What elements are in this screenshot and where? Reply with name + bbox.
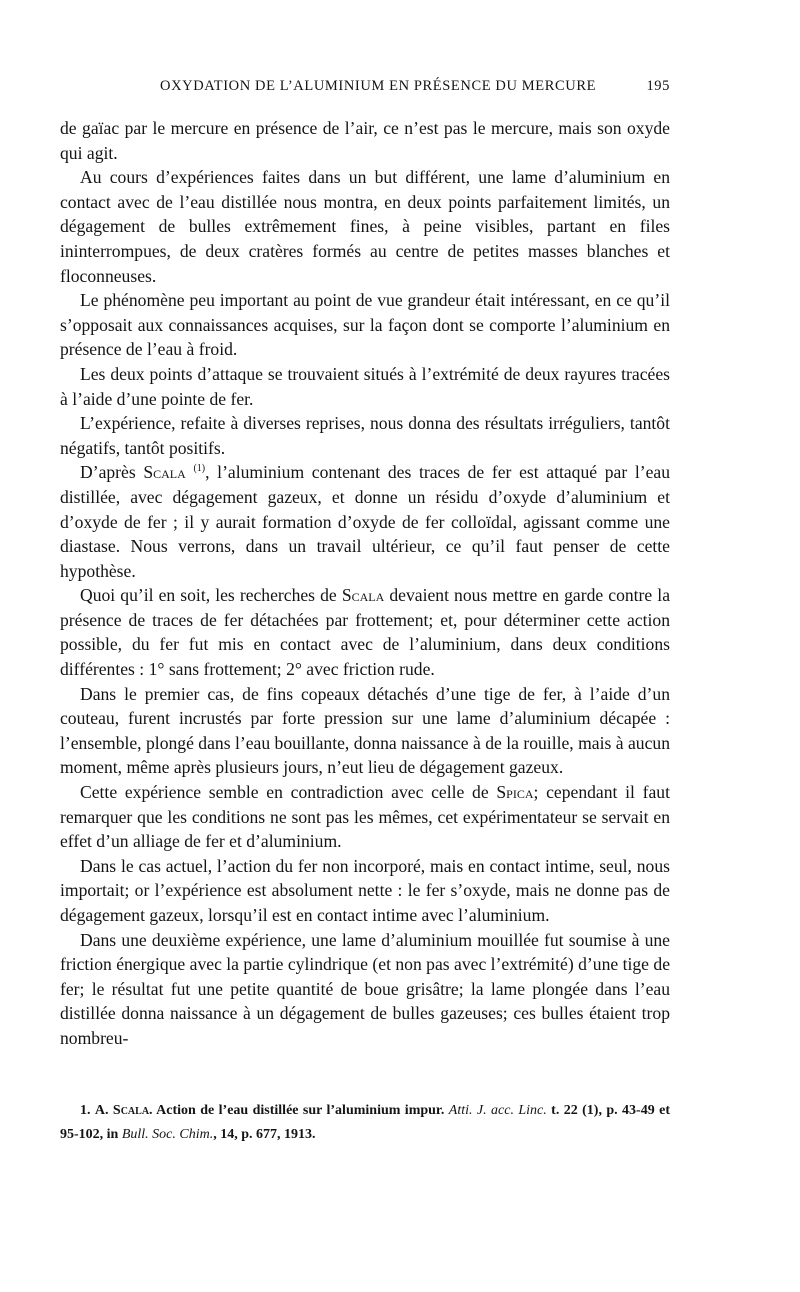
paragraph: Les deux points d’attaque se trouvaient situés à l’extrémité de deux rayures tracées à l’aide d’une pointe de fer. xyxy=(60,363,670,409)
text-run: t. 22 (1), p. 43-49 et 95-102, in xyxy=(60,1103,670,1142)
footnote-entry xyxy=(60,1099,670,1147)
text-run: Quoi qu’il en soit, les recherches de xyxy=(80,585,342,606)
paragraph xyxy=(60,780,670,854)
paragraph: Le phénomène peu important au point de vue grandeur était intéressant, en ce qu’il s’opposait aux connaissances acquises, sur la façon dont se comporte l’aluminium en présence de l’eau à froid. xyxy=(60,290,670,360)
body-text xyxy=(60,116,670,1051)
footnote xyxy=(60,1099,670,1147)
running-title: OXYDATION DE L’ALUMINIUM EN PRÉSENCE DU MERCURE xyxy=(160,78,597,94)
page-number: 195 xyxy=(646,78,670,94)
author-name: Scala xyxy=(143,462,186,483)
text-run: , l’aluminium contenant des traces de fer est attaqué par l’eau distillée, avec dégagement gazeux, et donne un résidu d’oxyde d’aluminium et d’oxyde de fer ; il y aurait formation d’oxyde de fer colloïdal, agissant comme une diastase. Nous verrons, dans un travail ultérieur, ce qu’il faut penser de cette hypothèse. xyxy=(60,462,670,581)
text-run: ; cependant il faut remarquer que les conditions ne sont pas les mêmes, cet expérimentateur se servait en effet d’un alliage de fer et d’aluminium. xyxy=(60,782,670,852)
author-name: Spica xyxy=(496,782,534,803)
paragraph xyxy=(60,583,670,681)
footnote-number: 1. xyxy=(80,1103,91,1118)
text-run: , 14, p. 677, 1913. xyxy=(213,1127,316,1142)
author-name: Scala xyxy=(341,585,385,606)
journal-title: Atti. J. acc. Linc. xyxy=(448,1103,547,1118)
paragraph: Dans le cas actuel, l’action du fer non incorporé, mais en contact intime, seul, nous importait; or l’expérience est absolument nette : le fer s’oxyde, mais ne donne pas de dégagement gazeux, lorsqu’il est en contact intime avec l’aluminium. xyxy=(60,855,670,925)
text-run: . Action de l’eau distillée sur l’aluminium impur. xyxy=(149,1103,449,1118)
paragraph: L’expérience, refaite à diverses reprises, nous donna des résultats irréguliers, tantôt négatifs, tantôt positifs. xyxy=(60,413,670,458)
text-run: D’après xyxy=(80,462,144,483)
paragraph: Dans le premier cas, de fins copeaux détachés d’une tige de fer, à l’aide d’un couteau, furent incrustés par forte pression sur une lame d’aluminium décapée : l’ensemble, plongé dans l’eau bouillante, donna naissance à de la rouille, mais à aucun moment, même après plusieurs jours, n’eut lieu de dégagement gazeux. xyxy=(60,683,670,778)
paragraph: Dans une deuxième expérience, une lame d’aluminium mouillée fut soumise à une friction énergique avec la partie cylindrique (et non pas avec l’extrémité) d’une tige de fer; le résultat fut une petite quantité de boue grisâtre; la lame plongée dans l’eau distillée donna naissance à un dégagement de bulles gazeuses; ces bulles étaient trop nombreu- xyxy=(60,929,670,1048)
footnote-reference: (1) xyxy=(193,463,206,475)
text-run: devaient nous mettre en garde contre la présence de traces de fer détachées par frottement; et, pour déterminer cette action possible, du fer fut mis en contact avec de l’aluminium, dans deux conditions différentes : 1° sans frottement; 2° avec friction rude. xyxy=(60,585,671,680)
journal-title: Bull. Soc. Chim. xyxy=(121,1127,214,1142)
running-header xyxy=(60,78,670,100)
paragraph-continued: de gaïac par le mercure en présence de l’air, ce n’est pas le mercure, mais son oxyde qui agit. xyxy=(60,118,670,163)
footnote-author: A. Scala xyxy=(94,1103,150,1118)
paragraph-scala-citation xyxy=(60,460,670,583)
paragraph: Au cours d’expériences faites dans un but différent, une lame d’aluminium en contact avec de l’eau distillée nous montra, en deux points parfaitement limités, un dégagement de bulles extrêmement fines, à peine visibles, partant en files ininterrompues, de deux cratères formés au centre de petites masses blanches et floconneuses. xyxy=(60,167,670,286)
text-run: Cette expérience semble en contradiction avec celle de xyxy=(80,782,497,803)
